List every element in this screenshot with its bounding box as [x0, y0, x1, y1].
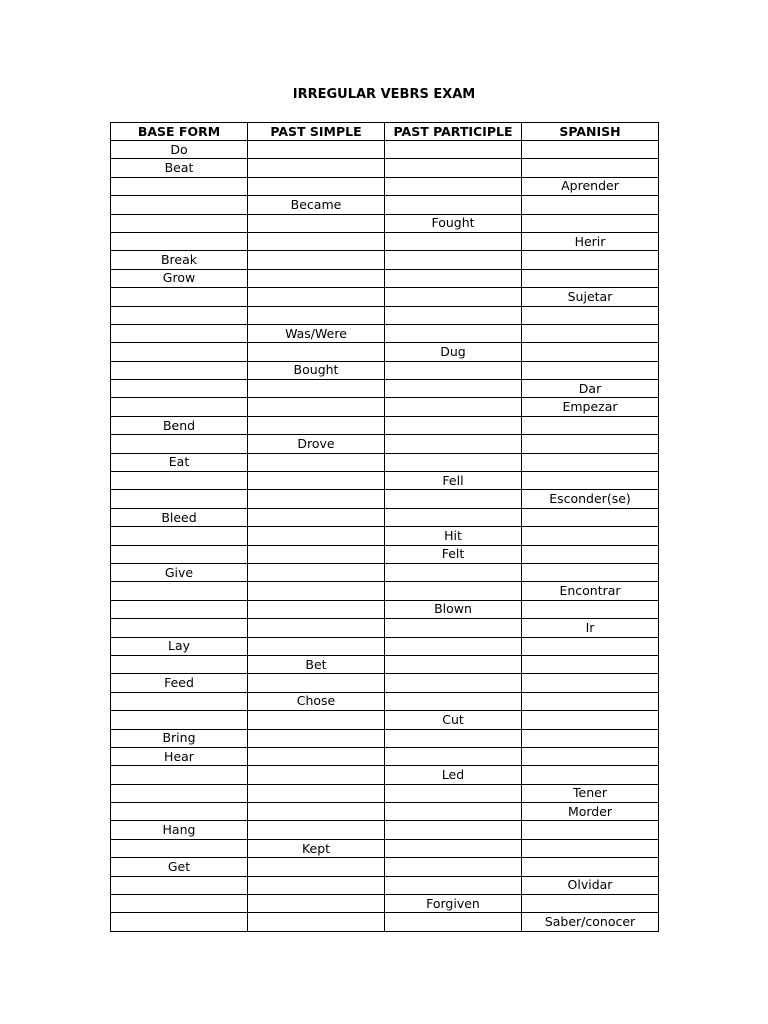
- past-simple-cell: [248, 306, 385, 324]
- past-simple-cell: [248, 177, 385, 195]
- spanish-cell: [522, 141, 659, 159]
- base-form-cell: [111, 343, 248, 361]
- past-simple-cell: [248, 472, 385, 490]
- base-form-cell: [111, 876, 248, 894]
- past-participle-cell: [385, 453, 522, 471]
- spanish-cell: [522, 747, 659, 765]
- base-form-cell: [111, 177, 248, 195]
- table-row: [111, 196, 659, 214]
- past-simple-cell: [248, 508, 385, 526]
- past-participle-cell: [385, 803, 522, 821]
- exam-title: IRREGULAR VEBRS EXAM: [292, 87, 476, 102]
- column-header-base-form: BASE FORM: [111, 123, 248, 141]
- spanish-cell: Olvidar: [522, 876, 659, 894]
- table-row: [111, 839, 659, 857]
- past-participle-cell: [385, 306, 522, 324]
- past-simple-cell: [248, 582, 385, 600]
- table-row: [111, 435, 659, 453]
- spanish-cell: [522, 545, 659, 563]
- past-simple-cell: [248, 729, 385, 747]
- spanish-cell: [522, 600, 659, 618]
- spanish-cell: [522, 895, 659, 913]
- past-participle-cell: [385, 380, 522, 398]
- table-row: [111, 288, 659, 306]
- base-form-cell: Grow: [111, 269, 248, 287]
- past-simple-cell: [248, 674, 385, 692]
- past-participle-cell: [385, 159, 522, 177]
- past-participle-cell: [385, 251, 522, 269]
- base-form-cell: [111, 839, 248, 857]
- table-row: [111, 582, 659, 600]
- table-row: [111, 141, 659, 159]
- verbs-table: [110, 122, 659, 932]
- past-participle-cell: [385, 839, 522, 857]
- spanish-cell: Tener: [522, 784, 659, 802]
- base-form-cell: Eat: [111, 453, 248, 471]
- past-participle-cell: [385, 821, 522, 839]
- past-participle-cell: [385, 619, 522, 637]
- spanish-cell: [522, 858, 659, 876]
- past-simple-cell: [248, 711, 385, 729]
- spanish-cell: [522, 343, 659, 361]
- past-participle-cell: Fell: [385, 472, 522, 490]
- table-row: [111, 563, 659, 581]
- table-row: [111, 637, 659, 655]
- base-form-cell: [111, 895, 248, 913]
- base-form-cell: Feed: [111, 674, 248, 692]
- spanish-cell: [522, 692, 659, 710]
- past-participle-cell: [385, 361, 522, 379]
- spanish-cell: [522, 196, 659, 214]
- past-participle-cell: Led: [385, 766, 522, 784]
- spanish-cell: Saber/conocer: [522, 913, 659, 931]
- past-participle-cell: [385, 508, 522, 526]
- spanish-cell: [522, 269, 659, 287]
- past-participle-cell: [385, 637, 522, 655]
- spanish-cell: [522, 251, 659, 269]
- spanish-cell: Herir: [522, 232, 659, 250]
- past-simple-cell: [248, 876, 385, 894]
- base-form-cell: [111, 619, 248, 637]
- base-form-cell: [111, 803, 248, 821]
- table-row: [111, 711, 659, 729]
- table-row: [111, 453, 659, 471]
- base-form-cell: [111, 784, 248, 802]
- base-form-cell: Hear: [111, 747, 248, 765]
- base-form-cell: [111, 655, 248, 673]
- base-form-cell: [111, 398, 248, 416]
- past-simple-cell: [248, 766, 385, 784]
- table-row: [111, 527, 659, 545]
- base-form-cell: [111, 361, 248, 379]
- past-participle-cell: [385, 747, 522, 765]
- past-participle-cell: [385, 398, 522, 416]
- base-form-cell: [111, 692, 248, 710]
- past-simple-cell: [248, 821, 385, 839]
- past-participle-cell: Blown: [385, 600, 522, 618]
- base-form-cell: Bring: [111, 729, 248, 747]
- table-row: [111, 269, 659, 287]
- spanish-cell: [522, 508, 659, 526]
- spanish-cell: [522, 711, 659, 729]
- spanish-cell: [522, 306, 659, 324]
- spanish-cell: [522, 821, 659, 839]
- base-form-cell: [111, 306, 248, 324]
- spanish-cell: [522, 839, 659, 857]
- spanish-cell: Empezar: [522, 398, 659, 416]
- table-row: [111, 784, 659, 802]
- past-simple-cell: [248, 288, 385, 306]
- past-simple-cell: [248, 453, 385, 471]
- past-simple-cell: Kept: [248, 839, 385, 857]
- base-form-cell: Bend: [111, 416, 248, 434]
- spanish-cell: Esconder(se): [522, 490, 659, 508]
- base-form-cell: [111, 324, 248, 342]
- spanish-cell: [522, 563, 659, 581]
- table-row: [111, 159, 659, 177]
- table-row: [111, 821, 659, 839]
- table-row: [111, 472, 659, 490]
- past-participle-cell: [385, 196, 522, 214]
- past-simple-cell: [248, 343, 385, 361]
- past-simple-cell: [248, 490, 385, 508]
- table-row: [111, 858, 659, 876]
- past-participle-cell: Forgiven: [385, 895, 522, 913]
- table-row: [111, 177, 659, 195]
- table-row: [111, 766, 659, 784]
- table-row: [111, 803, 659, 821]
- past-simple-cell: [248, 895, 385, 913]
- past-simple-cell: [248, 913, 385, 931]
- base-form-cell: [111, 288, 248, 306]
- base-form-cell: [111, 196, 248, 214]
- table-row: [111, 692, 659, 710]
- past-simple-cell: Bet: [248, 655, 385, 673]
- past-simple-cell: [248, 619, 385, 637]
- spanish-cell: Sujetar: [522, 288, 659, 306]
- past-simple-cell: [248, 545, 385, 563]
- table-row: [111, 398, 659, 416]
- past-participle-cell: [385, 674, 522, 692]
- table-row: [111, 490, 659, 508]
- base-form-cell: [111, 214, 248, 232]
- spanish-cell: Morder: [522, 803, 659, 821]
- table-row: [111, 674, 659, 692]
- spanish-cell: Aprender: [522, 177, 659, 195]
- spanish-cell: [522, 159, 659, 177]
- column-header-spanish: SPANISH: [522, 123, 659, 141]
- table-row: [111, 619, 659, 637]
- past-simple-cell: [248, 398, 385, 416]
- past-simple-cell: [248, 159, 385, 177]
- table-row: [111, 508, 659, 526]
- table-row: [111, 380, 659, 398]
- base-form-cell: Do: [111, 141, 248, 159]
- past-participle-cell: [385, 177, 522, 195]
- spanish-cell: [522, 214, 659, 232]
- base-form-cell: [111, 766, 248, 784]
- base-form-cell: Hang: [111, 821, 248, 839]
- past-participle-cell: [385, 435, 522, 453]
- base-form-cell: [111, 380, 248, 398]
- table-row: [111, 747, 659, 765]
- past-simple-cell: [248, 858, 385, 876]
- base-form-cell: [111, 711, 248, 729]
- past-simple-cell: Bought: [248, 361, 385, 379]
- table-row: [111, 343, 659, 361]
- past-participle-cell: [385, 563, 522, 581]
- base-form-cell: Get: [111, 858, 248, 876]
- base-form-cell: Give: [111, 563, 248, 581]
- past-simple-cell: [248, 232, 385, 250]
- past-simple-cell: [248, 251, 385, 269]
- spanish-cell: Encontrar: [522, 582, 659, 600]
- base-form-cell: Break: [111, 251, 248, 269]
- table-row: [111, 729, 659, 747]
- table-row: [111, 232, 659, 250]
- base-form-cell: [111, 472, 248, 490]
- past-participle-cell: [385, 876, 522, 894]
- past-simple-cell: [248, 527, 385, 545]
- table-row: [111, 324, 659, 342]
- spanish-cell: [522, 453, 659, 471]
- past-simple-cell: Chose: [248, 692, 385, 710]
- past-simple-cell: [248, 416, 385, 434]
- table-row: [111, 655, 659, 673]
- past-simple-cell: [248, 563, 385, 581]
- base-form-cell: [111, 582, 248, 600]
- table-row: [111, 361, 659, 379]
- spanish-cell: [522, 416, 659, 434]
- past-participle-cell: [385, 913, 522, 931]
- past-participle-cell: Hit: [385, 527, 522, 545]
- table-row: [111, 876, 659, 894]
- column-header-past-participle: PAST PARTICIPLE: [385, 123, 522, 141]
- past-simple-cell: Drove: [248, 435, 385, 453]
- base-form-cell: [111, 232, 248, 250]
- past-participle-cell: Felt: [385, 545, 522, 563]
- spanish-cell: [522, 435, 659, 453]
- spanish-cell: [522, 637, 659, 655]
- spanish-cell: [522, 729, 659, 747]
- past-simple-cell: [248, 637, 385, 655]
- base-form-cell: [111, 545, 248, 563]
- column-header-past-simple: PAST SIMPLE: [248, 123, 385, 141]
- past-participle-cell: [385, 269, 522, 287]
- past-simple-cell: [248, 380, 385, 398]
- past-participle-cell: [385, 858, 522, 876]
- spanish-cell: [522, 655, 659, 673]
- past-simple-cell: [248, 600, 385, 618]
- spanish-cell: [522, 674, 659, 692]
- past-simple-cell: Was/Were: [248, 324, 385, 342]
- table-body: [111, 141, 659, 932]
- past-participle-cell: [385, 141, 522, 159]
- spanish-cell: [522, 324, 659, 342]
- past-participle-cell: [385, 655, 522, 673]
- past-participle-cell: [385, 324, 522, 342]
- past-simple-cell: [248, 214, 385, 232]
- past-simple-cell: [248, 747, 385, 765]
- spanish-cell: [522, 472, 659, 490]
- spanish-cell: [522, 527, 659, 545]
- past-simple-cell: [248, 141, 385, 159]
- past-participle-cell: [385, 582, 522, 600]
- spanish-cell: Ir: [522, 619, 659, 637]
- base-form-cell: [111, 913, 248, 931]
- base-form-cell: [111, 527, 248, 545]
- spanish-cell: [522, 361, 659, 379]
- base-form-cell: Bleed: [111, 508, 248, 526]
- past-participle-cell: Cut: [385, 711, 522, 729]
- past-participle-cell: [385, 490, 522, 508]
- table-row: [111, 416, 659, 434]
- past-participle-cell: [385, 692, 522, 710]
- base-form-cell: [111, 435, 248, 453]
- past-simple-cell: [248, 784, 385, 802]
- spanish-cell: Dar: [522, 380, 659, 398]
- past-participle-cell: Dug: [385, 343, 522, 361]
- past-simple-cell: Became: [248, 196, 385, 214]
- table-row: [111, 214, 659, 232]
- header-row: [111, 123, 659, 141]
- past-participle-cell: [385, 416, 522, 434]
- past-participle-cell: Fought: [385, 214, 522, 232]
- base-form-cell: Lay: [111, 637, 248, 655]
- table-row: [111, 251, 659, 269]
- past-simple-cell: [248, 803, 385, 821]
- table-row: [111, 600, 659, 618]
- base-form-cell: Beat: [111, 159, 248, 177]
- spanish-cell: [522, 766, 659, 784]
- past-simple-cell: [248, 269, 385, 287]
- table-row: [111, 306, 659, 324]
- past-participle-cell: [385, 232, 522, 250]
- past-participle-cell: [385, 784, 522, 802]
- base-form-cell: [111, 600, 248, 618]
- base-form-cell: [111, 490, 248, 508]
- past-participle-cell: [385, 288, 522, 306]
- table-row: [111, 913, 659, 931]
- table-row: [111, 895, 659, 913]
- past-participle-cell: [385, 729, 522, 747]
- table-row: [111, 545, 659, 563]
